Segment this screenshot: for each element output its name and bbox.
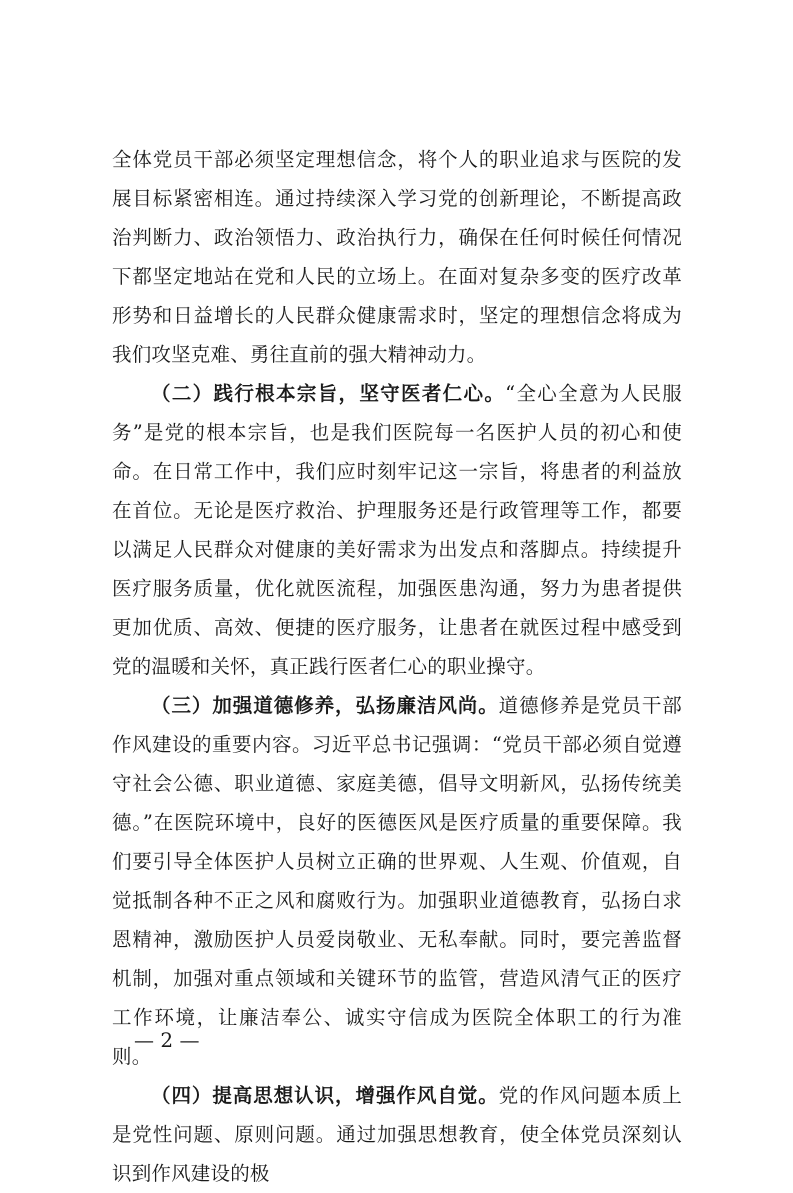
section-heading: （四）提高思想认识，增强作风自觉。 — [151, 1084, 499, 1107]
paragraph-text: 党的作风问题本质上是党性问题、原则问题。通过加强思想教育，使全体党员深刻认识到作风建设的极 — [112, 1084, 682, 1185]
paragraph-text: 道德修养是党员干部作风建设的重要内容。习近平总书记强调：“党员干部必须自觉遵守社会公德、职业道德、家庭美德，倡导文明新风，弘扬传统美德。”在医院环境中，良好的医德医风是医疗质量的重要保障。我们要引导全体医护人员树立正确的世界观、人生观、价值观，自觉抵制各种不正之风和腐败行为。加强职业道德教育，弘扬白求恩精神，激励医护人员爱岗敬业、无私奉献。同时，要完善监督机制，加强对重点领域和关键环节的监管，营造风清气正的医疗工作环境，让廉洁奉公、诚实守信成为医院全体职工的行为准则。 — [112, 694, 682, 1068]
paragraph-section-4 — [112, 1076, 682, 1193]
paragraph-continuation — [112, 140, 682, 374]
paragraph-section-3 — [112, 686, 682, 1076]
section-heading: （三）加强道德修养，弘扬廉洁风尚。 — [151, 694, 499, 717]
page-number: — 2 — — [134, 1028, 200, 1052]
section-heading: （二）践行根本宗旨，坚守医者仁心。 — [151, 382, 506, 405]
paragraph-section-2 — [112, 374, 682, 686]
paragraph-text: 全体党员干部必须坚定理想信念，将个人的职业追求与医院的发展目标紧密相连。通过持续深入学习党的创新理论，不断提高政治判断力、政治领悟力、政治执行力，确保在任何时候任何情况下都坚定地站在党和人民的立场上。在面对复杂多变的医疗改革形势和日益增长的人民群众健康需求时，坚定的理想信念将成为我们攻坚克难、勇往直前的强大精神动力。 — [112, 148, 682, 366]
paragraph-text: “全心全意为人民服务”是党的根本宗旨，也是我们医院每一名医护人员的初心和使命。在日常工作中，我们应时刻牢记这一宗旨，将患者的利益放在首位。无论是医疗救治、护理服务还是行政管理等工作，都要以满足人民群众对健康的美好需求为出发点和落脚点。持续提升医疗服务质量，优化就医流程，加强医患沟通，努力为患者提供更加优质、高效、便捷的医疗服务，让患者在就医过程中感受到党的温暖和关怀，真正践行医者仁心的职业操守。 — [112, 382, 682, 678]
